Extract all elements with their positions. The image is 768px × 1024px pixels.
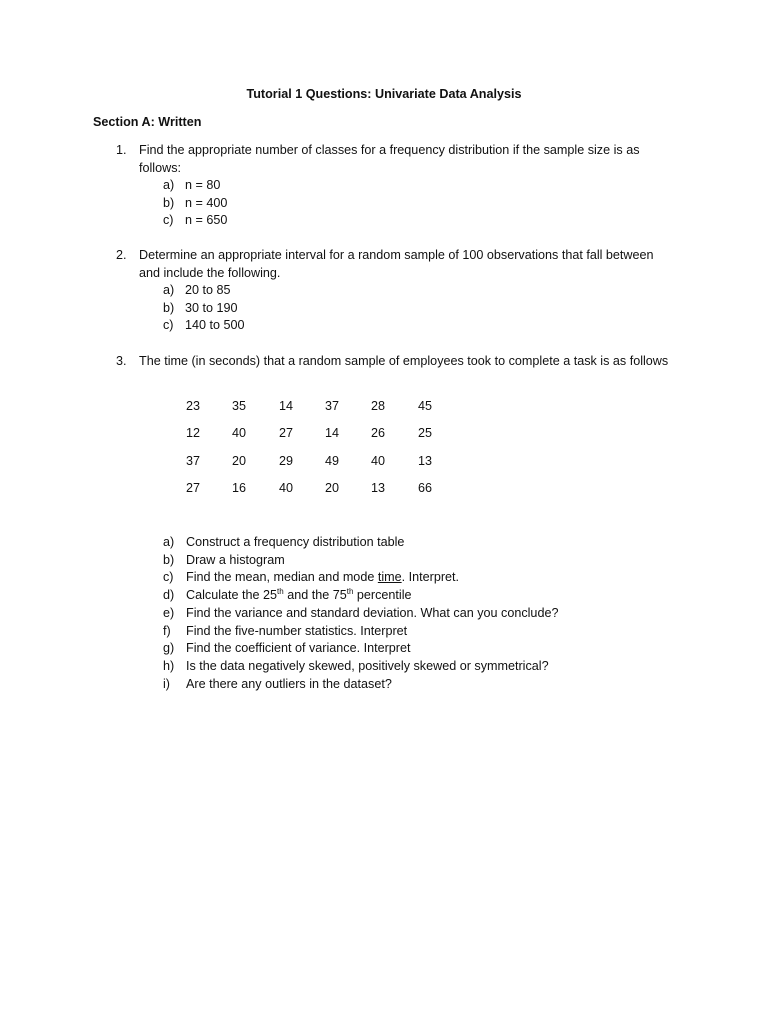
list-item: [163, 195, 676, 213]
item-text-start: Calculate the 25: [186, 588, 278, 603]
ordinal-suffix: th: [346, 586, 354, 596]
item-text: n = 80: [185, 178, 221, 192]
data-cell: 13: [371, 480, 386, 495]
data-cell: 45: [418, 399, 433, 413]
data-cell: 40: [371, 453, 386, 468]
item-text: 30 to 190: [185, 300, 238, 315]
data-cell: 28: [371, 399, 386, 413]
item-text: n = 650: [185, 213, 228, 227]
list-item: [163, 658, 558, 676]
question-number: 1.: [116, 143, 127, 157]
data-cell: 27: [186, 480, 201, 495]
item-label: g): [163, 641, 175, 656]
item-text: Construct a frequency distribution table: [186, 535, 405, 549]
question-number: 2.: [116, 248, 127, 262]
list-item: [163, 300, 676, 318]
data-cell: 16: [232, 480, 247, 495]
item-label: e): [163, 605, 175, 620]
list-item: [163, 640, 558, 658]
item-text: Find the coefficient of variance. Interpret: [186, 641, 411, 656]
data-cell: 40: [279, 480, 294, 495]
item-label: a): [163, 535, 175, 549]
item-label: d): [163, 588, 175, 603]
item-text: n = 400: [185, 195, 228, 210]
list-item: [163, 605, 558, 623]
list-item: [163, 534, 558, 552]
list-item: [163, 587, 558, 605]
ordinal-suffix: th: [277, 586, 284, 596]
item-label: c): [163, 213, 174, 227]
question-1: [116, 142, 676, 230]
data-cell: 25: [418, 426, 433, 441]
question-text: Find the appropriate number of classes for a frequency distribution if the sample size is as follows:: [139, 143, 640, 175]
item-text: [186, 587, 412, 605]
item-label: c): [163, 318, 174, 332]
data-cell: 49: [325, 453, 340, 468]
question-3: [116, 353, 676, 371]
item-text: Find the five-number statistics. Interpret: [186, 623, 408, 638]
item-text-start: Find the mean, median and mode: [186, 570, 378, 585]
item-label: b): [163, 552, 175, 567]
item-text: Draw a histogram: [186, 552, 285, 567]
list-item: [163, 177, 676, 195]
data-cell: 37: [325, 399, 340, 413]
item-label: c): [163, 570, 174, 585]
list-item: [163, 317, 676, 335]
page-title: Tutorial 1 Questions: Univariate Data Analysis: [246, 87, 522, 101]
list-item: [163, 676, 558, 694]
item-label: b): [163, 300, 175, 315]
section-heading: Section A: Written: [93, 115, 202, 129]
data-cell: 29: [279, 453, 294, 468]
list-item: [163, 212, 676, 230]
underlined-word: time: [377, 570, 402, 585]
item-label: h): [163, 658, 175, 673]
data-cell: 14: [279, 399, 294, 413]
list-item: [163, 552, 558, 570]
item-text-end: . Interpret.: [401, 570, 460, 585]
data-cell: 37: [186, 453, 201, 468]
item-label: b): [163, 195, 175, 210]
question-number: 3.: [116, 354, 127, 368]
item-label: a): [163, 178, 175, 192]
list-item: [163, 569, 558, 587]
item-text: Is the data negatively skewed, positively skewed or symmetrical?: [186, 658, 549, 673]
data-cell: 13: [418, 453, 433, 468]
item-label: a): [163, 283, 175, 297]
data-cell: 40: [232, 426, 247, 441]
question-2: [116, 247, 676, 335]
data-cell: 12: [186, 426, 201, 441]
item-text: Find the variance and standard deviation. What can you conclude?: [186, 605, 559, 620]
list-item: [163, 623, 558, 641]
item-text-end: percentile: [353, 588, 412, 603]
item-text: Are there any outliers in the dataset?: [186, 676, 392, 691]
question-text: Determine an appropriate interval for a random sample of 100 observations that fall between and include the following.: [139, 248, 654, 280]
data-cell: 27: [279, 426, 294, 441]
data-cell: 23: [186, 399, 201, 413]
question-text: The time (in seconds) that a random sample of employees took to complete a task is as follows: [139, 354, 669, 368]
data-cell: 26: [371, 426, 386, 441]
data-cell: 14: [325, 426, 340, 441]
list-item: [163, 282, 676, 300]
item-text: 140 to 500: [185, 318, 245, 332]
item-text: [186, 569, 459, 587]
data-cell: 66: [418, 480, 433, 495]
item-label: i): [163, 676, 170, 691]
data-cell: 20: [325, 480, 340, 495]
item-label: f): [163, 623, 171, 638]
data-cell: 35: [232, 399, 247, 413]
item-text: 20 to 85: [185, 283, 231, 297]
data-cell: 20: [232, 453, 247, 468]
question-3-parts: [163, 534, 558, 693]
item-text-middle: and the 75: [283, 588, 347, 603]
